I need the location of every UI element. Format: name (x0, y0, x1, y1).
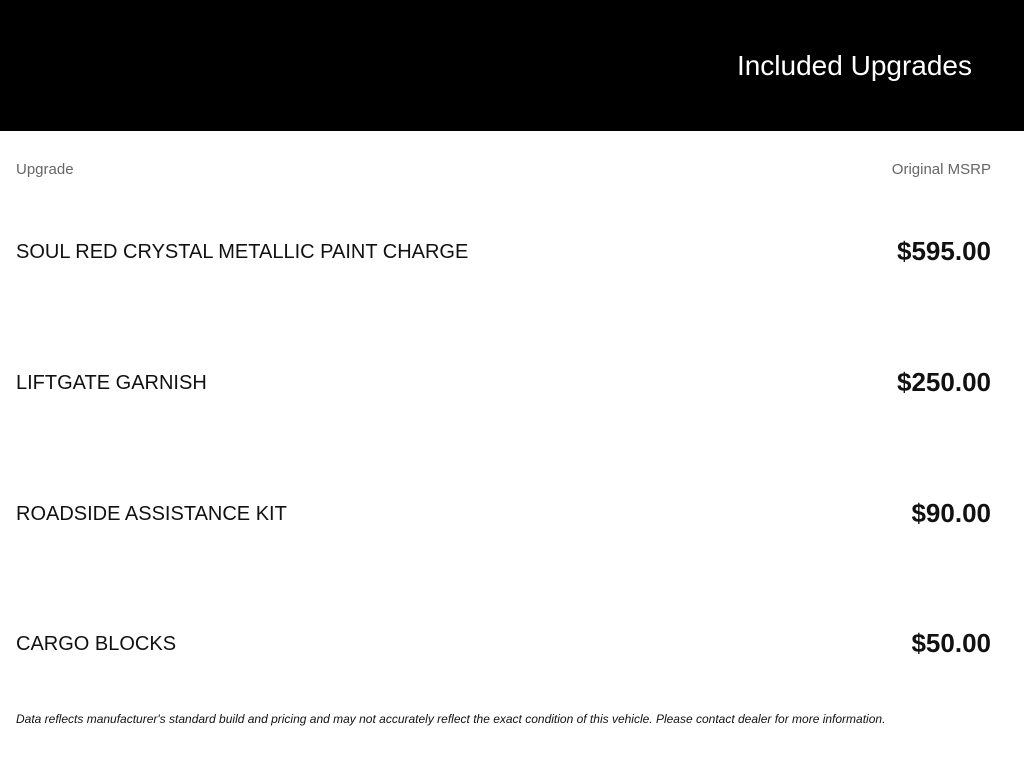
upgrade-name: ROADSIDE ASSISTANCE KIT (16, 503, 287, 525)
header-bar (0, 0, 1024, 131)
page-title: Included Upgrades (736, 50, 972, 81)
column-header-upgrade: Upgrade (16, 161, 74, 178)
upgrade-price: $250.00 (897, 367, 991, 397)
upgrade-row (0, 361, 1024, 401)
upgrade-row (0, 230, 1024, 270)
upgrade-name: SOUL RED CRYSTAL METALLIC PAINT CHARGE (16, 241, 469, 263)
upgrade-row (0, 492, 1024, 532)
upgrade-row (0, 622, 1024, 662)
disclaimer-text: Data reflects manufacturer's standard build and pricing and may not accurately reflect the exact condition of this vehicle. Please contact dealer for more information. (16, 712, 886, 726)
upgrade-price: $90.00 (911, 498, 991, 528)
column-header-msrp: Original MSRP (891, 161, 991, 178)
upgrade-name: CARGO BLOCKS (16, 633, 177, 655)
upgrade-name: LIFTGATE GARNISH (16, 372, 207, 394)
upgrade-price: $50.00 (911, 628, 991, 658)
upgrade-price: $595.00 (897, 236, 991, 266)
